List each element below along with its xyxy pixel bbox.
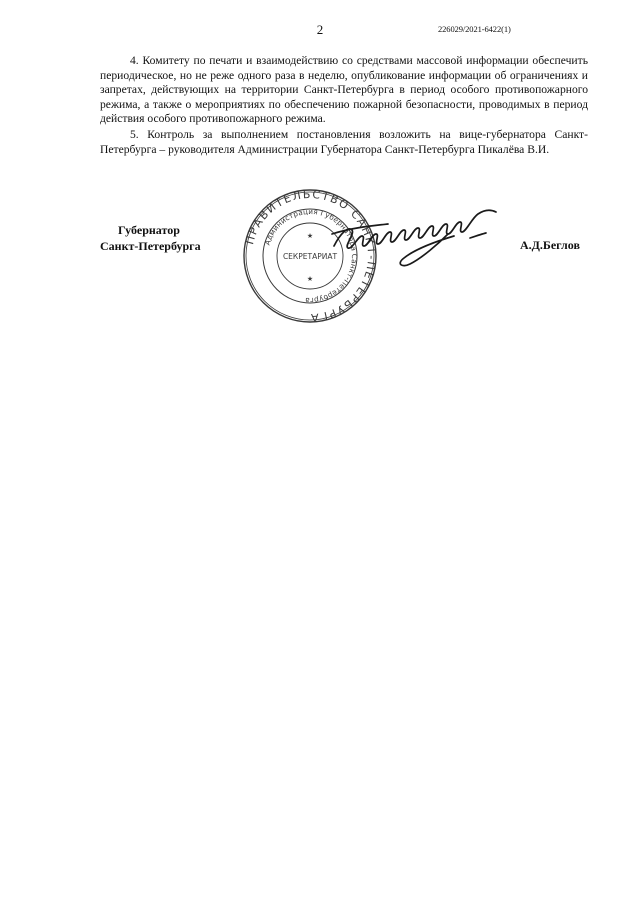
paragraph-4: 4. Комитету по печати и взаимодействию со средствами массовой информации обеспечить периодическое, но не реже одного раза в неделю, опубликование информации об ограничениях и запретах, действующих на территории Санкт-Петербурга в период особого противопожарного режима, а также о мероприятиях по обеспечению пожарной безопасности, проводимых в период действия особого противопожарного режима.	[100, 54, 588, 126]
page-number: 2	[316, 22, 324, 37]
paragraph-5: 5. Контроль за выполнением постановления возложить на вице-губернатора Санкт-Петербурга – руководителя Администрации Губернатора Санкт-Петербурга Пикалёва В.И.	[100, 127, 588, 156]
document-id: 226029/2021-6422(1)	[438, 24, 511, 34]
handwritten-signature	[330, 200, 505, 275]
signer-position-region: Санкт-Петербурга	[100, 239, 201, 253]
document-body	[100, 54, 588, 157]
seal-outer-text: ПРАВИТЕЛЬСТВО САНКТ-ПЕТЕРБУРГА	[243, 188, 378, 324]
signer-position	[100, 222, 250, 254]
signer-name: А.Д.Беглов	[520, 238, 580, 252]
svg-text:★: ★	[306, 232, 314, 240]
seal-inner-text: Администрация Губернатора Санкт-Петербурга	[262, 206, 360, 306]
signer-position-title: Губернатор	[118, 223, 180, 237]
svg-text:★: ★	[306, 275, 314, 283]
seal-center-text: СЕКРЕТАРИАТ	[282, 252, 338, 261]
